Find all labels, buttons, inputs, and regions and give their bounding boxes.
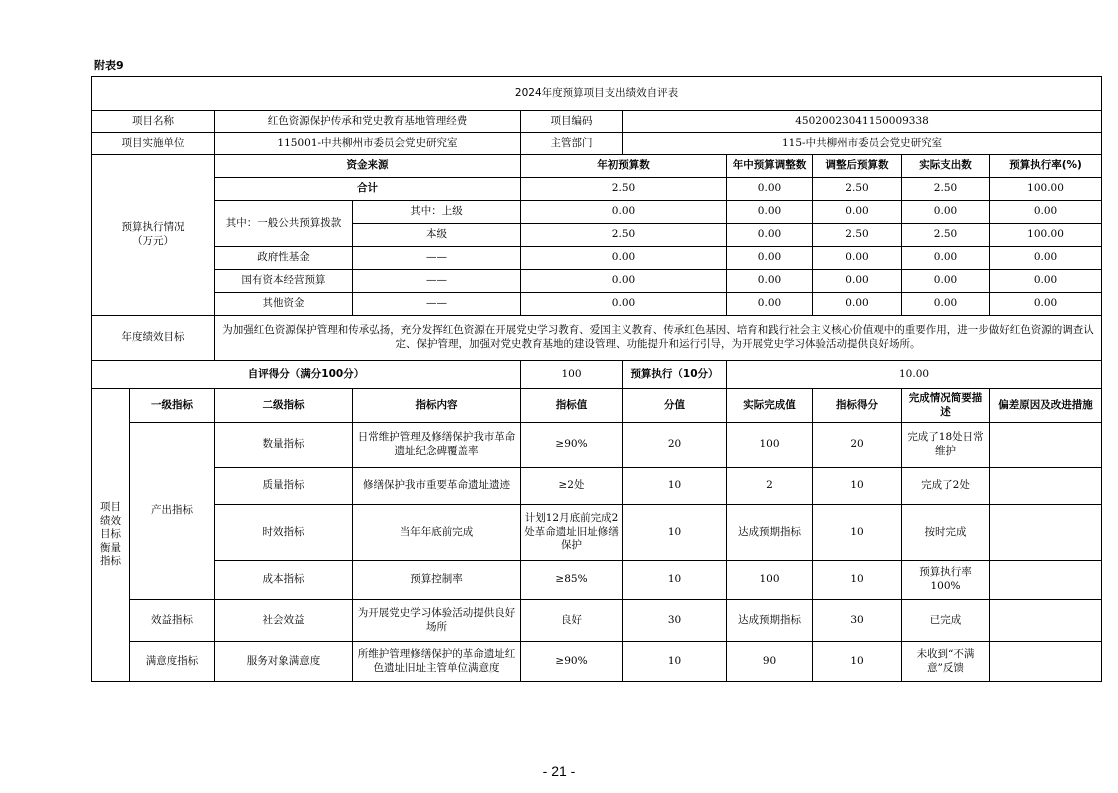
project-name: 红色资源保护传承和党史教育基地管理经费 [215, 111, 521, 133]
attachment-label: 附表9 [94, 59, 124, 72]
budget-total-actual: 2.50 [902, 178, 990, 201]
table-row-desc: 预算执行率100% [902, 561, 990, 600]
indicator-header-weight: 分值 [623, 389, 727, 423]
budget-local-initial: 2.50 [521, 224, 727, 247]
table-row-level2: 质量指标 [215, 468, 353, 505]
table-row-level2: 社会效益 [215, 600, 353, 642]
budget-local-midyear: 0.00 [727, 224, 813, 247]
budget-other-adjusted: 0.00 [813, 293, 902, 316]
budget-fund-dash: —— [353, 247, 521, 270]
table-row-desc: 完成了2处 [902, 468, 990, 505]
budget-total-initial: 2.50 [521, 178, 727, 201]
indicator-header-level1: 一级指标 [130, 389, 215, 423]
table-row-actual: 100 [727, 423, 813, 468]
indicator-header-desc: 完成情况简要描述 [902, 389, 990, 423]
budget-local-actual: 2.50 [902, 224, 990, 247]
exec-score-value: 10.00 [727, 361, 1102, 389]
budget-superior-adjusted: 0.00 [813, 201, 902, 224]
table-row-actual: 100 [727, 561, 813, 600]
budget-total-label: 合计 [215, 178, 521, 201]
budget-local-label: 本级 [353, 224, 521, 247]
benefit-indicator-label: 效益指标 [130, 600, 215, 642]
budget-state-capital-initial: 0.00 [521, 270, 727, 293]
budget-superior-rate: 0.00 [990, 201, 1102, 224]
budget-fund-adjusted: 0.00 [813, 247, 902, 270]
budget-other-actual: 0.00 [902, 293, 990, 316]
budget-fund-actual: 0.00 [902, 247, 990, 270]
output-indicator-label: 产出指标 [130, 423, 215, 600]
indicator-section-label: 项目 绩效 目标 衡量 指标 [92, 389, 130, 682]
indicator-header-actual: 实际完成值 [727, 389, 813, 423]
table-row-reason [990, 468, 1102, 505]
budget-fund-initial: 0.00 [521, 247, 727, 270]
table-row-target: ≥90% [521, 423, 623, 468]
budget-total-adjusted: 2.50 [813, 178, 902, 201]
budget-total-midyear: 0.00 [727, 178, 813, 201]
budget-other-dash: —— [353, 293, 521, 316]
budget-fund-label: 政府性基金 [215, 247, 353, 270]
table-row-content: 预算控制率 [353, 561, 521, 600]
project-name-label: 项目名称 [92, 111, 215, 133]
table-row-weight: 30 [623, 600, 727, 642]
budget-other-midyear: 0.00 [727, 293, 813, 316]
table-row-actual: 达成预期指标 [727, 600, 813, 642]
budget-header-source: 资金来源 [215, 155, 521, 178]
table-row-score: 10 [813, 642, 902, 682]
goal-text: 为加强红色资源保护管理和传承弘扬，充分发挥红色资源在开展党史学习教育、爱国主义教育、传承红色基因、培育和践行社会主义核心价值观中的重要作用，进一步做好红色资源的调查认定、保护管理，加强对党史教育基地的建设管理、功能提升和运行引导，为开展党史学习体验活动提供良好场所。 [215, 316, 1102, 361]
performance-table [91, 76, 1102, 682]
self-score-label: 自评得分（满分100分） [92, 361, 521, 389]
budget-local-adjusted: 2.50 [813, 224, 902, 247]
indicator-header-target: 指标值 [521, 389, 623, 423]
table-row-target: 良好 [521, 600, 623, 642]
budget-header-midyear: 年中预算调整数 [727, 155, 813, 178]
project-unit-label: 项目实施单位 [92, 133, 215, 155]
table-row-level2: 时效指标 [215, 505, 353, 561]
budget-state-capital-adjusted: 0.00 [813, 270, 902, 293]
budget-total-rate: 100.00 [990, 178, 1102, 201]
table-row-weight: 10 [623, 561, 727, 600]
table-row-actual: 达成预期指标 [727, 505, 813, 561]
budget-header-adjusted: 调整后预算数 [813, 155, 902, 178]
satisfaction-indicator-label: 满意度指标 [130, 642, 215, 682]
indicator-header-level2: 二级指标 [215, 389, 353, 423]
table-row-content: 所维护管理修缮保护的革命遗址红色遗址旧址主管单位满意度 [353, 642, 521, 682]
table-row-score: 20 [813, 423, 902, 468]
table-row-content: 修缮保护我市重要革命遗址遗迹 [353, 468, 521, 505]
table-title: 2024年度预算项目支出绩效自评表 [92, 77, 1102, 111]
budget-state-capital-dash: —— [353, 270, 521, 293]
budget-superior-midyear: 0.00 [727, 201, 813, 224]
project-code-label: 项目编码 [521, 111, 623, 133]
budget-fund-rate: 0.00 [990, 247, 1102, 270]
table-row-level2: 成本指标 [215, 561, 353, 600]
table-row-content: 为开展党史学习体验活动提供良好场所 [353, 600, 521, 642]
budget-section-label: 预算执行情况 （万元） [92, 155, 215, 316]
budget-other-rate: 0.00 [990, 293, 1102, 316]
table-row-score: 10 [813, 561, 902, 600]
table-row-weight: 10 [623, 468, 727, 505]
budget-header-actual: 实际支出数 [902, 155, 990, 178]
budget-other-initial: 0.00 [521, 293, 727, 316]
table-row-actual: 90 [727, 642, 813, 682]
self-score-value: 100 [521, 361, 623, 389]
table-row-desc: 完成了18处日常维护 [902, 423, 990, 468]
budget-state-capital-midyear: 0.00 [727, 270, 813, 293]
table-row-content: 当年年底前完成 [353, 505, 521, 561]
budget-header-initial: 年初预算数 [521, 155, 727, 178]
table-row-score: 30 [813, 600, 902, 642]
table-row-weight: 10 [623, 505, 727, 561]
budget-fund-midyear: 0.00 [727, 247, 813, 270]
table-row-desc: 按时完成 [902, 505, 990, 561]
table-row-target: ≥2处 [521, 468, 623, 505]
budget-state-capital-rate: 0.00 [990, 270, 1102, 293]
table-row-score: 10 [813, 468, 902, 505]
table-row-content: 日常维护管理及修缮保护我市革命遗址纪念碑覆盖率 [353, 423, 521, 468]
project-unit: 115001-中共柳州市委员会党史研究室 [215, 133, 521, 155]
budget-superior-label: 其中：上级 [353, 201, 521, 224]
budget-other-label: 其他资金 [215, 293, 353, 316]
dept-label: 主管部门 [521, 133, 623, 155]
table-row-reason [990, 600, 1102, 642]
table-row-target: ≥85% [521, 561, 623, 600]
indicator-header-content: 指标内容 [353, 389, 521, 423]
budget-general-label: 其中：一般公共预算拨款 [215, 201, 353, 247]
table-row-weight: 20 [623, 423, 727, 468]
budget-state-capital-actual: 0.00 [902, 270, 990, 293]
table-row-level2: 服务对象满意度 [215, 642, 353, 682]
table-row-reason [990, 423, 1102, 468]
goal-label: 年度绩效目标 [92, 316, 215, 361]
table-row-level2: 数量指标 [215, 423, 353, 468]
budget-state-capital-label: 国有资本经营预算 [215, 270, 353, 293]
budget-superior-actual: 0.00 [902, 201, 990, 224]
indicator-header-reason: 偏差原因及改进措施 [990, 389, 1102, 423]
table-row-target: ≥90% [521, 642, 623, 682]
table-row-score: 10 [813, 505, 902, 561]
table-row-actual: 2 [727, 468, 813, 505]
table-row-desc: 已完成 [902, 600, 990, 642]
table-row-weight: 10 [623, 642, 727, 682]
table-row-reason [990, 642, 1102, 682]
table-row-desc: 未收到“不满意”反馈 [902, 642, 990, 682]
project-code: 45020023041150009338 [623, 111, 1102, 133]
table-row-reason [990, 561, 1102, 600]
table-row-reason [990, 505, 1102, 561]
budget-superior-initial: 0.00 [521, 201, 727, 224]
dept: 115-中共柳州市委员会党史研究室 [623, 133, 1102, 155]
page-number: - 21 - [542, 763, 576, 779]
budget-header-rate: 预算执行率(%) [990, 155, 1102, 178]
budget-local-rate: 100.00 [990, 224, 1102, 247]
table-row-target: 计划12月底前完成2处革命遗址旧址修缮保护 [521, 505, 623, 561]
exec-score-label: 预算执行（10分） [623, 361, 727, 389]
indicator-header-score: 指标得分 [813, 389, 902, 423]
